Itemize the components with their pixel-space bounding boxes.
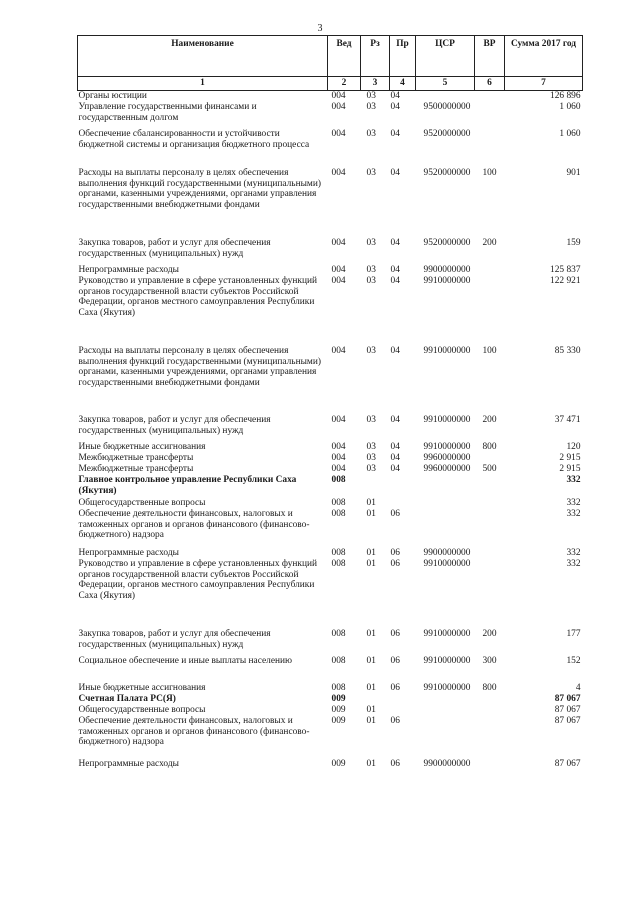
cell-vr <box>475 559 505 629</box>
cell-pr <box>390 705 416 716</box>
cell-sum: 126 896 <box>550 91 581 101</box>
col-number-7: 7 <box>505 77 583 91</box>
cell-name: Непрограммные расходы <box>78 547 179 558</box>
cell-pr <box>390 498 416 509</box>
cell-vr: 800 <box>482 682 497 693</box>
cell-ved: 004 <box>331 128 346 139</box>
cell-csr: 9520000000 <box>423 128 471 139</box>
table-row <box>78 265 583 276</box>
table-row <box>78 168 583 238</box>
cell-csr <box>416 716 475 759</box>
cell-rz: 01 <box>366 547 376 558</box>
cell-vr <box>475 475 505 498</box>
cell-sum: 4 <box>575 682 581 693</box>
cell-pr: 06 <box>390 547 400 558</box>
budget-table <box>77 35 583 770</box>
cell-sum: 87 067 <box>554 693 581 704</box>
cell-ved: 004 <box>331 452 346 463</box>
cell-sum: 177 <box>566 628 581 639</box>
cell-vr <box>475 102 505 129</box>
cell-ved: 008 <box>331 682 346 693</box>
cell-name: Закупка товаров, работ и услуг для обеспечения государственных (муниципальных) нужд <box>78 628 271 650</box>
cell-csr: 9900000000 <box>423 547 471 558</box>
cell-pr: 04 <box>390 128 400 139</box>
cell-pr: 06 <box>390 655 400 666</box>
cell-sum: 1 060 <box>559 128 581 139</box>
cell-vr <box>475 716 505 759</box>
cell-vr <box>475 265 505 276</box>
cell-sum: 120 <box>566 441 581 452</box>
table-row <box>78 453 583 464</box>
cell-rz: 03 <box>366 128 376 139</box>
table-row <box>78 759 583 770</box>
cell-name: Социальное обеспечение и иные выплаты населению <box>78 655 293 666</box>
table-row <box>78 276 583 346</box>
cell-pr: 04 <box>390 441 400 452</box>
cell-sum: 2 915 <box>559 452 581 463</box>
cell-vr <box>475 498 505 509</box>
cell-csr: 9520000000 <box>423 167 471 178</box>
page-number: 3 <box>317 23 323 34</box>
cell-sum: 332 <box>566 508 581 519</box>
cell-csr: 9900000000 <box>423 758 471 769</box>
cell-rz <box>361 694 390 705</box>
cell-csr <box>416 498 475 509</box>
table-row <box>78 498 583 509</box>
cell-vr: 200 <box>482 628 497 639</box>
cell-vr: 300 <box>482 655 497 666</box>
cell-ved: 008 <box>331 655 346 666</box>
table-row <box>78 705 583 716</box>
header-pr: Пр <box>390 36 416 77</box>
cell-ved: 008 <box>331 474 346 485</box>
cell-sum: 152 <box>566 655 581 666</box>
cell-rz: 03 <box>366 441 376 452</box>
table-body <box>78 91 583 770</box>
cell-name: Расходы на выплаты персоналу в целях обеспечения выполнения функций государственными (муниципальными) органами, казенными учреждениями, органами управления государственными внебюджетными фондами <box>78 345 321 389</box>
cell-pr: 06 <box>390 558 400 569</box>
cell-ved: 008 <box>331 628 346 639</box>
cell-ved: 009 <box>331 715 346 726</box>
cell-name: Обеспечение сбалансированности и устойчивости бюджетной системы и организация бюджетного процесса <box>78 128 310 150</box>
header-rz: Рз <box>361 36 390 77</box>
cell-csr: 9910000000 <box>423 682 471 693</box>
cell-name: Закупка товаров, работ и услуг для обеспечения государственных (муниципальных) нужд <box>78 414 271 436</box>
cell-rz: 01 <box>366 715 376 726</box>
table-row <box>78 656 583 683</box>
cell-csr: 9910000000 <box>423 414 471 425</box>
cell-rz: 01 <box>366 758 376 769</box>
col-number-6: 6 <box>475 77 505 91</box>
cell-pr: 06 <box>390 508 400 519</box>
cell-rz: 01 <box>366 682 376 693</box>
cell-sum: 332 <box>566 497 581 508</box>
cell-pr: 06 <box>390 628 400 639</box>
cell-vr <box>475 453 505 464</box>
cell-pr: 04 <box>390 237 400 248</box>
cell-ved: 004 <box>331 414 346 425</box>
cell-name: Межбюджетные трансферты <box>78 452 194 463</box>
cell-sum: 332 <box>566 474 581 485</box>
cell-name: Органы юстиции <box>78 91 147 101</box>
cell-csr: 9900000000 <box>423 264 471 275</box>
column-number-row <box>78 77 583 91</box>
header-vr: ВР <box>475 36 505 77</box>
table-row <box>78 442 583 453</box>
cell-sum: 87 067 <box>554 715 581 726</box>
cell-sum: 332 <box>566 547 581 558</box>
cell-sum: 1 060 <box>559 101 581 112</box>
table-row <box>78 475 583 498</box>
cell-name: Иные бюджетные ассигнования <box>78 682 206 693</box>
cell-name: Непрограммные расходы <box>78 264 179 275</box>
cell-rz: 03 <box>366 452 376 463</box>
cell-name: Закупка товаров, работ и услуг для обеспечения государственных (муниципальных) нужд <box>78 237 271 259</box>
table-row <box>78 509 583 548</box>
cell-rz: 01 <box>366 508 376 519</box>
cell-name: Межбюджетные трансферты <box>78 463 194 474</box>
cell-ved: 009 <box>331 704 346 715</box>
cell-csr: 9910000000 <box>423 441 471 452</box>
cell-rz: 03 <box>366 101 376 112</box>
cell-name: Управление государственными финансами и государственным долгом <box>78 101 257 123</box>
col-number-2: 2 <box>328 77 361 91</box>
cell-pr: 04 <box>390 345 400 356</box>
table-row <box>78 102 583 129</box>
cell-rz: 01 <box>366 628 376 639</box>
cell-sum: 2 915 <box>559 463 581 474</box>
cell-rz: 03 <box>366 275 376 286</box>
cell-rz: 03 <box>366 167 376 178</box>
cell-ved: 004 <box>331 101 346 112</box>
cell-rz: 03 <box>366 463 376 474</box>
cell-sum: 159 <box>566 237 581 248</box>
table-row <box>78 629 583 656</box>
cell-vr <box>475 129 505 168</box>
cell-csr: 9960000000 <box>423 452 471 463</box>
cell-sum: 901 <box>566 167 581 178</box>
cell-csr: 9500000000 <box>423 101 471 112</box>
table-row <box>78 559 583 629</box>
cell-pr <box>390 475 416 498</box>
cell-csr <box>416 509 475 548</box>
table-row <box>78 683 583 694</box>
cell-pr: 04 <box>390 101 400 112</box>
cell-csr: 9960000000 <box>423 463 471 474</box>
cell-rz: 03 <box>366 264 376 275</box>
cell-vr <box>475 705 505 716</box>
cell-pr: 04 <box>390 275 400 286</box>
cell-ved: 004 <box>331 91 346 101</box>
cell-name: Счетная Палата РС(Я) <box>78 693 176 704</box>
cell-csr: 9910000000 <box>423 628 471 639</box>
cell-csr <box>416 705 475 716</box>
cell-vr: 100 <box>482 345 497 356</box>
cell-pr: 04 <box>390 91 400 101</box>
table-row <box>78 716 583 759</box>
cell-name: Общегосударственные вопросы <box>78 704 206 715</box>
cell-rz: 01 <box>366 558 376 569</box>
cell-name: Руководство и управление в сфере установленных функций органов государственной власти субъектов Российской Федерации, органов местного самоуправления Республики Саха (Якутия) <box>78 558 318 602</box>
cell-name: Непрограммные расходы <box>78 758 179 769</box>
cell-rz <box>361 475 390 498</box>
cell-name: Руководство и управление в сфере установленных функций органов государственной власти субъектов Российской Федерации, органов местного самоуправления Республики Саха (Якутия) <box>78 275 318 319</box>
cell-csr <box>416 694 475 705</box>
cell-csr: 9910000000 <box>423 275 471 286</box>
cell-ved: 008 <box>331 508 346 519</box>
table-row <box>78 238 583 265</box>
cell-ved: 009 <box>331 693 346 704</box>
table-row <box>78 464 583 475</box>
cell-rz: 01 <box>366 497 376 508</box>
cell-pr: 06 <box>390 758 400 769</box>
cell-ved: 004 <box>331 345 346 356</box>
col-number-5: 5 <box>416 77 475 91</box>
cell-pr: 04 <box>390 167 400 178</box>
cell-ved: 004 <box>331 167 346 178</box>
cell-vr <box>475 276 505 346</box>
cell-rz: 03 <box>366 345 376 356</box>
cell-vr <box>475 509 505 548</box>
col-number-1: 1 <box>78 77 328 91</box>
cell-pr: 04 <box>390 264 400 275</box>
cell-vr <box>475 91 505 102</box>
cell-sum: 37 471 <box>554 414 581 425</box>
cell-csr: 9910000000 <box>423 655 471 666</box>
table-row <box>78 694 583 705</box>
cell-ved: 008 <box>331 497 346 508</box>
cell-vr <box>475 548 505 559</box>
cell-csr: 9910000000 <box>423 345 471 356</box>
table-row <box>78 91 583 102</box>
header-csr: ЦСР <box>416 36 475 77</box>
cell-rz: 03 <box>366 237 376 248</box>
cell-name: Расходы на выплаты персоналу в целях обеспечения выполнения функций государственными (муниципальными) органами, казенными учреждениями, органами управления государственными внебюджетными фондами <box>78 167 321 211</box>
cell-csr <box>416 475 475 498</box>
header-name: Наименование <box>78 36 328 77</box>
cell-ved: 004 <box>331 463 346 474</box>
cell-pr: 04 <box>390 463 400 474</box>
table-row <box>78 415 583 442</box>
cell-vr: 800 <box>482 441 497 452</box>
table-row <box>78 548 583 559</box>
cell-vr: 500 <box>482 463 497 474</box>
cell-ved: 009 <box>331 758 346 769</box>
cell-name: Иные бюджетные ассигнования <box>78 441 206 452</box>
cell-pr <box>390 694 416 705</box>
cell-ved: 008 <box>331 547 346 558</box>
cell-pr: 04 <box>390 452 400 463</box>
cell-csr <box>416 91 475 102</box>
cell-vr: 100 <box>482 167 497 178</box>
header-row <box>78 36 583 77</box>
cell-csr: 9520000000 <box>423 237 471 248</box>
cell-pr: 04 <box>390 414 400 425</box>
cell-rz: 01 <box>366 704 376 715</box>
cell-csr: 9910000000 <box>423 558 471 569</box>
cell-ved: 004 <box>331 275 346 286</box>
cell-name: Обеспечение деятельности финансовых, налоговых и таможенных органов и органов финансового (финансово-бюджетного) надзора <box>78 715 310 748</box>
col-number-3: 3 <box>361 77 390 91</box>
cell-name: Общегосударственные вопросы <box>78 497 206 508</box>
cell-ved: 004 <box>331 264 346 275</box>
cell-sum: 87 067 <box>554 758 581 769</box>
cell-ved: 004 <box>331 237 346 248</box>
cell-sum: 122 921 <box>550 275 581 286</box>
header-ved: Вед <box>328 36 361 77</box>
cell-rz: 03 <box>366 91 376 101</box>
cell-pr: 06 <box>390 682 400 693</box>
table-row <box>78 129 583 168</box>
cell-sum: 332 <box>566 558 581 569</box>
cell-sum: 85 330 <box>554 345 581 356</box>
cell-vr: 200 <box>482 414 497 425</box>
cell-name: Обеспечение деятельности финансовых, налоговых и таможенных органов и органов финансового (финансово-бюджетного) надзора <box>78 508 310 541</box>
cell-vr <box>475 694 505 705</box>
cell-pr: 06 <box>390 715 400 726</box>
cell-rz: 01 <box>366 655 376 666</box>
cell-rz: 03 <box>366 414 376 425</box>
cell-vr: 200 <box>482 237 497 248</box>
cell-name: Главное контрольное управление Республики Саха (Якутия) <box>78 474 297 496</box>
cell-sum: 125 837 <box>550 264 581 275</box>
cell-sum: 87 067 <box>554 704 581 715</box>
cell-ved: 004 <box>331 441 346 452</box>
cell-vr <box>475 759 505 770</box>
col-number-4: 4 <box>390 77 416 91</box>
table-row <box>78 346 583 415</box>
header-sum: Сумма 2017 год <box>505 36 583 77</box>
cell-ved: 008 <box>331 558 346 569</box>
